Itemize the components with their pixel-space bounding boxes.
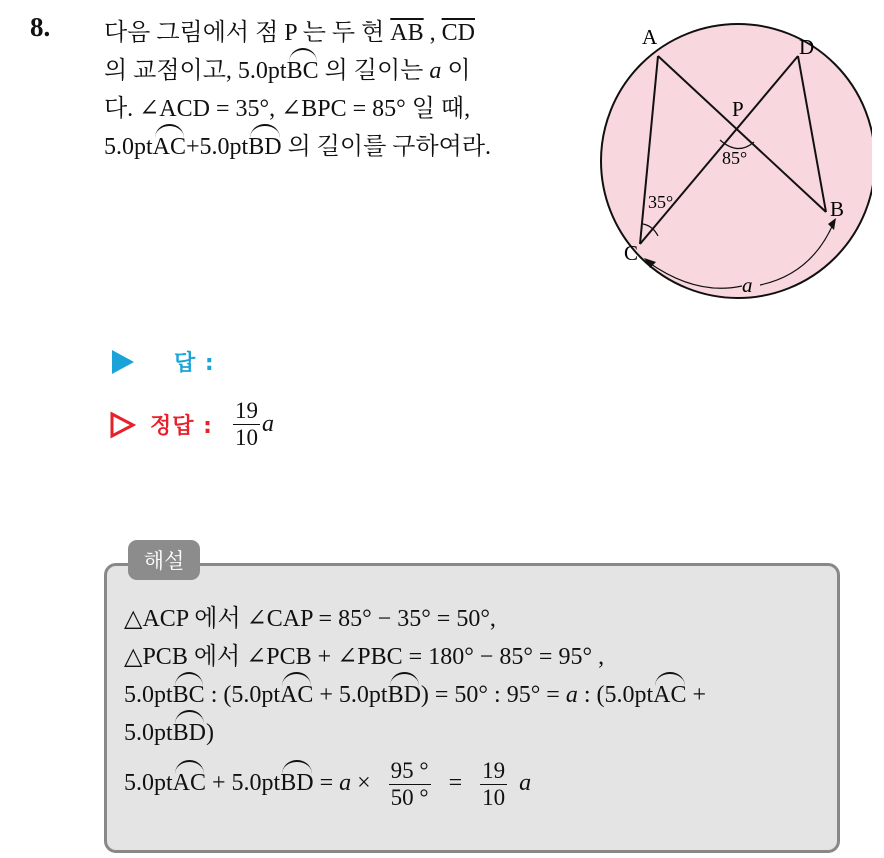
solution-fraction-2: $\frac{19}{10}$ [482, 758, 506, 810]
outline-triangle-icon [108, 411, 138, 439]
answer-row [108, 346, 215, 377]
question-number: 8. [30, 12, 51, 42]
chord-cd: $\overline{CD}$ [441, 20, 475, 46]
point-b-label: B [830, 197, 845, 221]
correct-answer-row [108, 398, 274, 451]
correct-answer-value: $\frac{19}{10}$ a [234, 398, 274, 450]
circle-figure [592, 12, 872, 302]
point-a-label: A [642, 25, 658, 49]
solution-fraction-1: $\frac{95 ^\circ}{50 ^\circ}$ [390, 758, 429, 810]
correct-answer-label: 정답 : [150, 414, 213, 439]
chord-ab: $\overline{AB}$ [390, 20, 424, 46]
arc-bc: BC [287, 52, 319, 90]
angle-85-label: 85° [722, 148, 748, 168]
question-line-3: 다. ∠ACD = 35°, ∠BPC = 85° 일 때, [104, 96, 471, 122]
question-line-2: 의 교점이고, 5.0ptBC 의 길이는 a 이 [104, 52, 574, 90]
solution-line-3: 5.0ptBC : (5.0ptAC + 5.0ptBD) = 50° : 95° = a : (5.0ptAC + [124, 676, 834, 714]
play-triangle-icon [108, 348, 138, 376]
question-line-4: 5.0ptAC+5.0ptBD 의 길이를 구하여라. [104, 128, 574, 166]
arc-ac: AC [153, 128, 186, 166]
point-c-label: C [624, 241, 639, 265]
answer-label: 답 : [174, 351, 215, 376]
solution-line-4: 5.0ptBD) [124, 714, 834, 752]
arc-bd: BD [248, 128, 281, 166]
solution-final-line: 5.0ptAC + 5.0ptBD = a × $\frac{95 ^\circ}{50 ^\circ}$ = $\frac{19}{10}$ a [124, 758, 532, 810]
arc-a-label: a [742, 273, 753, 297]
solution-tag: 해설 [128, 540, 200, 580]
question-text [104, 14, 574, 166]
answer-fraction: $\frac{19}{10}$ [234, 398, 258, 450]
point-p-label: P [732, 97, 744, 121]
angle-35-label: 35° [648, 192, 674, 212]
solution-line-2: △PCB 에서 ∠PCB + ∠PBC = 180° − 85° = 95° , [124, 644, 605, 670]
solution-line-1: △ACP 에서 ∠CAP = 85° − 35° = 50°, [124, 606, 496, 632]
solution-text [124, 600, 834, 811]
question-line-1: 다음 그림에서 점 P 는 두 현 $\overline{AB}$ , $\overline{CD}$ [104, 20, 475, 46]
var-a: a [429, 58, 442, 84]
point-d-label: D [799, 35, 815, 59]
